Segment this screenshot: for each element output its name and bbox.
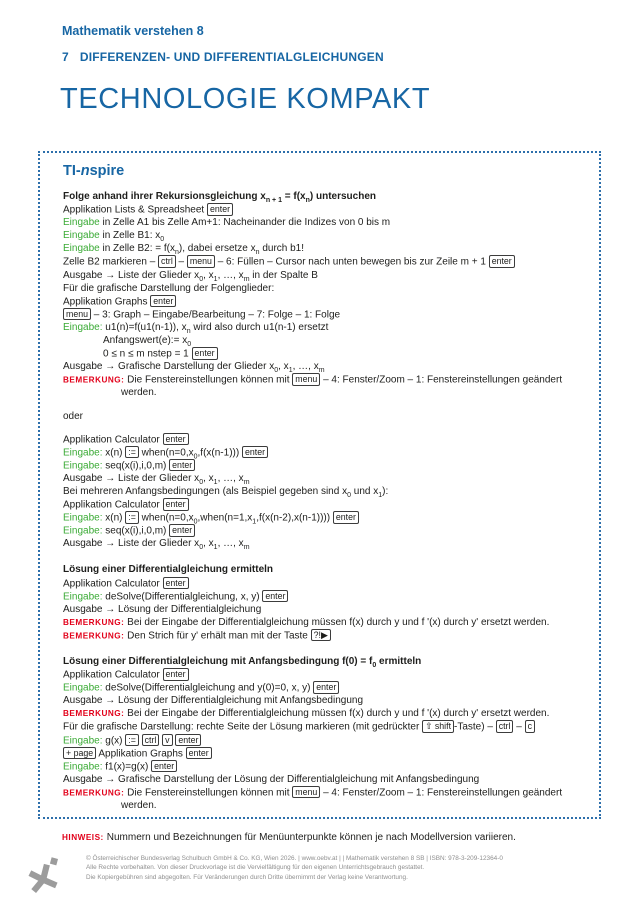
- content-line: [63, 694, 587, 707]
- text-segment: Ausgabe → Liste der Glieder x: [63, 538, 200, 550]
- enter-key: enter: [313, 681, 339, 694]
- subscript: 0: [372, 662, 377, 669]
- imprint-line: Alle Rechte vorbehalten. Von dieser Druckvorlage ist die Vervielfältigung für den eigenen Unterrichtsgebrauch gestattet.: [86, 864, 425, 872]
- enter-key: enter: [163, 433, 189, 446]
- content-line: [63, 760, 587, 773]
- text-segment: Für die grafische Darstellung der Folgenglieder:: [63, 282, 275, 294]
- text-segment: Ausgabe → Grafische Darstellung der Glieder x: [63, 361, 275, 373]
- text-segment: Zelle B2 markieren –: [63, 256, 159, 268]
- text-segment: when(n=0,x: [138, 512, 194, 524]
- input-label: Eingabe:: [63, 512, 103, 524]
- text-segment: Ausgabe → Grafische Darstellung der Lösung der Differentialgleichung mit Anfangsbedingung: [63, 773, 480, 785]
- text-segment: ):: [382, 485, 389, 497]
- subscript: n: [175, 249, 179, 257]
- content-line: [63, 308, 587, 321]
- text-segment: – 4: Fenster/Zoom – 1: Fenstereinstellungen geändert: [320, 374, 563, 386]
- page-title: TECHNOLOGIE KOMPAKT: [60, 83, 431, 115]
- text-segment: werden.: [121, 387, 157, 399]
- content-line: [63, 433, 587, 446]
- content-line: [63, 203, 587, 216]
- content-line: [63, 498, 587, 511]
- box-title-suffix: spire: [89, 163, 125, 179]
- content-line: [63, 786, 587, 799]
- technology-box: [38, 151, 601, 819]
- subscript: 1: [213, 275, 218, 283]
- v-key: v: [162, 734, 172, 747]
- content-line: [63, 216, 587, 229]
- hint-label: HINWEIS:: [62, 833, 104, 842]
- text-segment: -Taste) –: [454, 721, 496, 733]
- input-label: Eingabe:: [63, 682, 103, 694]
- chapter-heading: [62, 50, 384, 64]
- subscript: 1: [378, 491, 383, 499]
- enter-key: enter: [175, 734, 201, 747]
- box-title: [63, 163, 587, 179]
- input-label: Eingabe:: [63, 591, 103, 603]
- subscript: 0: [199, 478, 204, 486]
- remark-label: BEMERKUNG:: [63, 375, 125, 385]
- content-line: [63, 360, 587, 373]
- ctrl-key: ctrl: [158, 255, 176, 268]
- enter-key: enter: [163, 668, 189, 681]
- content-line: [63, 410, 587, 423]
- content-line: [63, 446, 587, 459]
- text-segment: seq(x(i),i,0,m): [102, 525, 170, 537]
- text-segment: Ausgabe → Liste der Glieder x: [63, 269, 200, 281]
- content-line: [63, 255, 587, 268]
- subscript: m: [318, 367, 325, 375]
- enter-key: enter: [151, 760, 177, 773]
- text-segment: Die Fenstereinstellungen können mit: [124, 374, 293, 386]
- text-segment: deSolve(Differentialgleichung and y(0)=0, x, y): [102, 682, 314, 694]
- remark-label: BEMERKUNG:: [63, 631, 125, 641]
- content-line: [63, 386, 587, 399]
- text-segment: Ausgabe → Lösung der Differentialgleichung: [63, 603, 262, 615]
- content-line: [63, 747, 587, 760]
- text-segment: , x: [278, 361, 289, 373]
- enter-key: enter: [150, 295, 176, 308]
- enter-key: enter: [186, 747, 212, 760]
- input-label: Eingabe:: [63, 525, 103, 537]
- text-segment: in Zelle A1 bis Zelle Am+1: Nacheinander die Indizes von 0 bis m: [99, 217, 391, 229]
- subscript: 0: [193, 453, 198, 461]
- input-label: Eingabe:: [63, 761, 103, 773]
- imprint: [86, 854, 503, 882]
- input-label: Eingabe: [63, 230, 100, 242]
- content-line: [63, 563, 587, 576]
- subscript: n: [255, 249, 260, 257]
- publisher-asterisk-icon: [28, 856, 62, 894]
- subscript: 0: [160, 236, 165, 244]
- chapter-number: 7: [62, 50, 69, 64]
- text-segment: Applikation Calculator: [63, 578, 163, 590]
- text-segment: 0 ≤ n ≤ m nstep = 1: [103, 348, 192, 360]
- text-segment: Ausgabe → Liste der Glieder x: [63, 472, 200, 484]
- content-line: [63, 485, 587, 498]
- content-line: [63, 616, 587, 629]
- enter-key: enter: [163, 577, 189, 590]
- subscript: 0: [199, 544, 204, 552]
- chapter-title: DIFFERENZEN- UND DIFFERENTIALGLEICHUNGEN: [79, 50, 384, 64]
- subscript: 0: [199, 275, 204, 283]
- page-footer: [28, 854, 503, 894]
- text-segment: f1(x)=g(x): [102, 761, 152, 773]
- content-line: [63, 347, 587, 360]
- subscript: 1: [288, 367, 293, 375]
- subscript: n: [305, 197, 310, 204]
- text-segment: Ausgabe → Lösung der Differentialgleichung mit Anfangsbedingung: [63, 695, 364, 707]
- text-segment: , x: [203, 538, 214, 550]
- box-title-italic-n: n: [80, 163, 90, 179]
- shift-key: ⇧ shift: [422, 720, 454, 733]
- text-segment: – 6: Füllen – Cursor nach unten bewegen bis zur Zeile m + 1: [214, 256, 489, 268]
- text-segment: ,f(x(n-1))): [197, 447, 242, 459]
- assign-key: :=: [125, 734, 139, 747]
- hint-text: Nummern und Bezeichnungen für Menüunterpunkte können je nach Modellversion variieren.: [106, 832, 516, 843]
- content-line: [63, 655, 587, 668]
- content-line: [63, 511, 587, 524]
- text-segment: Applikation Graphs: [63, 296, 151, 308]
- subscript: 1: [252, 518, 257, 526]
- text-segment: Applikation Calculator: [63, 669, 163, 681]
- text-segment: when(n=0,x: [138, 447, 194, 459]
- text-segment: Die Fenstereinstellungen können mit: [124, 787, 293, 799]
- text-segment: x(n): [102, 447, 126, 459]
- menu-key: menu: [187, 255, 215, 268]
- ctrl-key: ctrl: [142, 734, 160, 747]
- assign-key: :=: [125, 511, 139, 524]
- subscript: n + 1: [265, 197, 282, 204]
- hint-line: [62, 832, 516, 843]
- add-page-key: + page: [63, 747, 96, 760]
- content-line: [63, 681, 587, 694]
- subscript: m: [243, 478, 250, 486]
- content-line: [63, 459, 587, 472]
- content-line: [63, 229, 587, 242]
- content-line: [63, 472, 587, 485]
- text-segment: oder: [63, 410, 84, 422]
- subscript: n: [186, 327, 191, 335]
- content-line: [63, 577, 587, 590]
- text-segment: in der Spalte B: [249, 269, 318, 281]
- text-segment: –: [513, 721, 525, 733]
- content-line: [63, 799, 587, 812]
- text-segment: Für die grafische Darstellung: rechte Seite der Lösung markieren (mit gedrückter: [63, 721, 423, 733]
- content-line: [63, 537, 587, 550]
- enter-key: enter: [192, 347, 218, 360]
- text-segment: , …, x: [217, 269, 244, 281]
- text-segment: ), dabei ersetze x: [178, 243, 256, 255]
- text-segment: g(x): [102, 735, 126, 747]
- text-segment: durch b1!: [259, 243, 305, 255]
- content-line: [63, 334, 587, 347]
- text-segment: –: [175, 256, 187, 268]
- menu-key: menu: [63, 308, 91, 321]
- text-segment: ,f(x(n-2),x(n-1)))): [256, 512, 333, 524]
- text-segment: Applikation Graphs: [96, 748, 186, 760]
- input-label: Eingabe:: [63, 460, 103, 472]
- content-line: [63, 282, 587, 295]
- enter-key: enter: [169, 459, 195, 472]
- text-segment: in Zelle B2: = f(x: [99, 243, 176, 255]
- text-segment: , …, x: [217, 538, 244, 550]
- subscript: 1: [213, 544, 218, 552]
- text-segment: Den Strich für y' erhält man mit der Taste: [124, 630, 311, 642]
- remark-label: BEMERKUNG:: [63, 788, 125, 798]
- subscript: 0: [187, 341, 192, 349]
- text-segment: , …, x: [292, 361, 319, 373]
- text-segment: – 4: Fenster/Zoom – 1: Fenstereinstellungen geändert: [320, 787, 563, 799]
- text-segment: ,when(n=1,x: [197, 512, 253, 524]
- subscript: 0: [274, 367, 279, 375]
- input-label: Eingabe:: [63, 447, 103, 459]
- text-segment: werden.: [121, 800, 157, 812]
- content-line: [63, 242, 587, 255]
- content-line: [63, 190, 587, 203]
- text-segment: ermitteln: [376, 656, 422, 667]
- text-segment: Applikation Calculator: [63, 434, 163, 446]
- enter-key: enter: [262, 590, 288, 603]
- input-label: Eingabe: [63, 243, 100, 255]
- content-line: [63, 629, 587, 642]
- text-segment: Bei der Eingabe der Differentialgleichung müssen f(x) durch y und f '(x) durch y' ersetzt werden.: [124, 616, 550, 628]
- enter-key: enter: [207, 203, 233, 216]
- text-segment: Folge anhand ihrer Rekursionsgleichung x: [63, 191, 266, 202]
- assign-key: :=: [125, 446, 139, 459]
- enter-key: enter: [163, 498, 189, 511]
- remark-label: BEMERKUNG:: [63, 617, 125, 627]
- box-content: [63, 190, 587, 812]
- text-segment: Applikation Lists & Spreadsheet: [63, 204, 207, 216]
- content-line: [63, 603, 587, 616]
- menu-key: menu: [292, 786, 320, 799]
- punctuation-key: ?!▶: [311, 629, 331, 642]
- text-segment: Anfangswert(e):= x: [103, 335, 188, 347]
- input-label: Eingabe: [63, 217, 100, 229]
- text-segment: , x: [203, 269, 214, 281]
- subscript: 0: [347, 491, 351, 499]
- remark-label: BEMERKUNG:: [63, 709, 125, 719]
- text-segment: wird also durch u1(n-1) ersetzt: [190, 321, 329, 333]
- ctrl-key: ctrl: [496, 720, 514, 733]
- content-line: [63, 668, 587, 681]
- subscript: m: [243, 275, 250, 283]
- box-title-prefix: TI-: [63, 163, 81, 179]
- content-line: [63, 720, 587, 733]
- enter-key: enter: [333, 511, 359, 524]
- text-segment: = f(x: [281, 191, 306, 202]
- text-segment: – 3: Graph – Eingabe/Bearbeitung – 7: Folge – 1: Folge: [91, 309, 341, 321]
- text-segment: x(n): [102, 512, 126, 524]
- text-segment: seq(x(i),i,0,m): [102, 460, 170, 472]
- input-label: Eingabe:: [63, 321, 103, 333]
- text-segment: Applikation Calculator: [63, 499, 163, 511]
- input-label: Eingabe:: [63, 735, 103, 747]
- subscript: 1: [213, 478, 218, 486]
- text-segment: ) untersuchen: [309, 191, 376, 202]
- enter-key: enter: [169, 524, 195, 537]
- text-segment: deSolve(Differentialgleichung, x, y): [102, 591, 263, 603]
- menu-key: menu: [292, 373, 320, 386]
- c-key: c: [525, 720, 535, 733]
- content-line: [63, 590, 587, 603]
- text-segment: in Zelle B1: x: [99, 230, 161, 242]
- text-segment: Bei der Eingabe der Differentialgleichung müssen f(x) durch y und f '(x) durch y' ersetzt werden.: [124, 708, 550, 720]
- text-segment: und x: [351, 485, 379, 497]
- content-line: [63, 707, 587, 720]
- text-segment: Lösung einer Differentialgleichung ermitteln: [63, 564, 274, 576]
- content-line: [63, 295, 587, 308]
- text-segment: Lösung einer Differentialgleichung mit Anfangsbedingung f(0) = f: [63, 656, 373, 667]
- text-segment: , …, x: [217, 472, 244, 484]
- text-segment: u1(n)=f(u1(n-1)), x: [102, 321, 187, 333]
- content-line: [63, 373, 587, 386]
- text-segment: , x: [203, 472, 214, 484]
- enter-key: enter: [489, 255, 515, 268]
- content-line: [63, 734, 587, 747]
- content-line: [63, 524, 587, 537]
- subscript: m: [243, 544, 250, 552]
- imprint-line: © Österreichischer Bundesverlag Schulbuch GmbH & Co. KG, Wien 2026. | www.oebv.at | | Mathematik verstehen 8 SB | ISBN: 978-3-209-12364-0: [86, 855, 503, 862]
- subscript: 0: [193, 518, 198, 526]
- book-title: Mathematik verstehen 8: [62, 24, 204, 38]
- enter-key: enter: [242, 446, 268, 459]
- content-line: [63, 269, 587, 282]
- content-line: [63, 321, 587, 334]
- imprint-line: Die Kopiergebühren sind abgegolten. Für Veränderungen durch Dritte übernimmt der Verlag keine Verantwortung.: [86, 873, 408, 881]
- text-segment: Bei mehreren Anfangsbedingungen (als Beispiel gegeben sind x: [63, 485, 348, 497]
- content-line: [63, 773, 587, 786]
